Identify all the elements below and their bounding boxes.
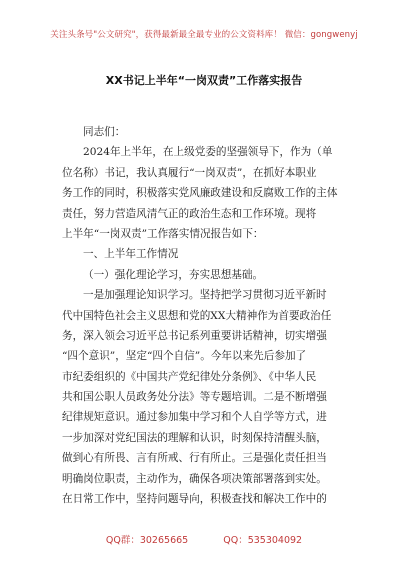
paragraph-line: 位名称）书记，我认真履行“一岗双责”，在抓好本职业 bbox=[62, 166, 317, 179]
section-heading: 一、上半年工作情况 bbox=[83, 248, 179, 261]
header-note: 关注头条号"公文研究"，获得最新最全最专业的公文资料库！ 微信：gongwenyj bbox=[50, 30, 358, 40]
footer-qq-group: QQ群：30265665 bbox=[105, 535, 189, 546]
paragraph-line: 2024年上半年，在上级党委的坚强领导下，作为（单 bbox=[83, 146, 333, 159]
paragraph-line: 共和国公职人员政务处分法》等专题培训。二是不断增强 bbox=[62, 391, 327, 404]
paragraph-line: 责任，努力营造风清气正的政治生态和工作环境。现将 bbox=[62, 207, 317, 220]
paragraph-line: 纪律规矩意识。通过参加集中学习和个人自学等方式，进 bbox=[62, 411, 327, 424]
paragraph-line: 市纪委组织的《中国共产党纪律处分条例》、《中华人民 bbox=[62, 370, 317, 383]
footer-contact bbox=[0, 532, 408, 546]
salutation-line: 同志们： bbox=[83, 126, 126, 138]
paragraph-line: 明确岗位职责，主动作为，确保各项决策部署落到实处。 bbox=[62, 472, 327, 485]
paragraph-line: 务工作的同时，积极落实党风廉政建设和反腐败工作的主体 bbox=[62, 187, 338, 200]
paragraph-line: 上半年“一岗双责”工作落实情况报告如下： bbox=[62, 227, 264, 240]
paragraph-line: 代中国特色社会主义思想和党的XX大精神作为首要政治任 bbox=[62, 309, 332, 322]
document-body bbox=[62, 122, 352, 509]
paragraph-line: 一是加强理论知识学习。坚持把学习贯彻习近平新时 bbox=[83, 289, 327, 302]
footer-qq: QQ：535304092 bbox=[223, 535, 303, 546]
paragraph-line: 一步加深对党纪国法的理解和认识，时刻保持清醒头脑， bbox=[62, 431, 327, 444]
subsection-heading: （一）强化理论学习，夯实思想基础。 bbox=[83, 268, 264, 281]
paragraph-line: 做到心有所畏、言有所戒、行有所止。三是强化责任担当 bbox=[62, 452, 327, 465]
paragraph-line: 在日常工作中，坚持问题导向，积极查找和解决工作中的 bbox=[62, 493, 327, 506]
paragraph-line: “四个意识”，坚定“四个自信”。今年以来先后参加了 bbox=[62, 350, 307, 363]
document-title: XX书记上半年“一岗双责”工作落实报告 bbox=[105, 74, 303, 87]
paragraph-line: 务，深入领会习近平总书记系列重要讲话精神，切实增强 bbox=[62, 329, 327, 342]
